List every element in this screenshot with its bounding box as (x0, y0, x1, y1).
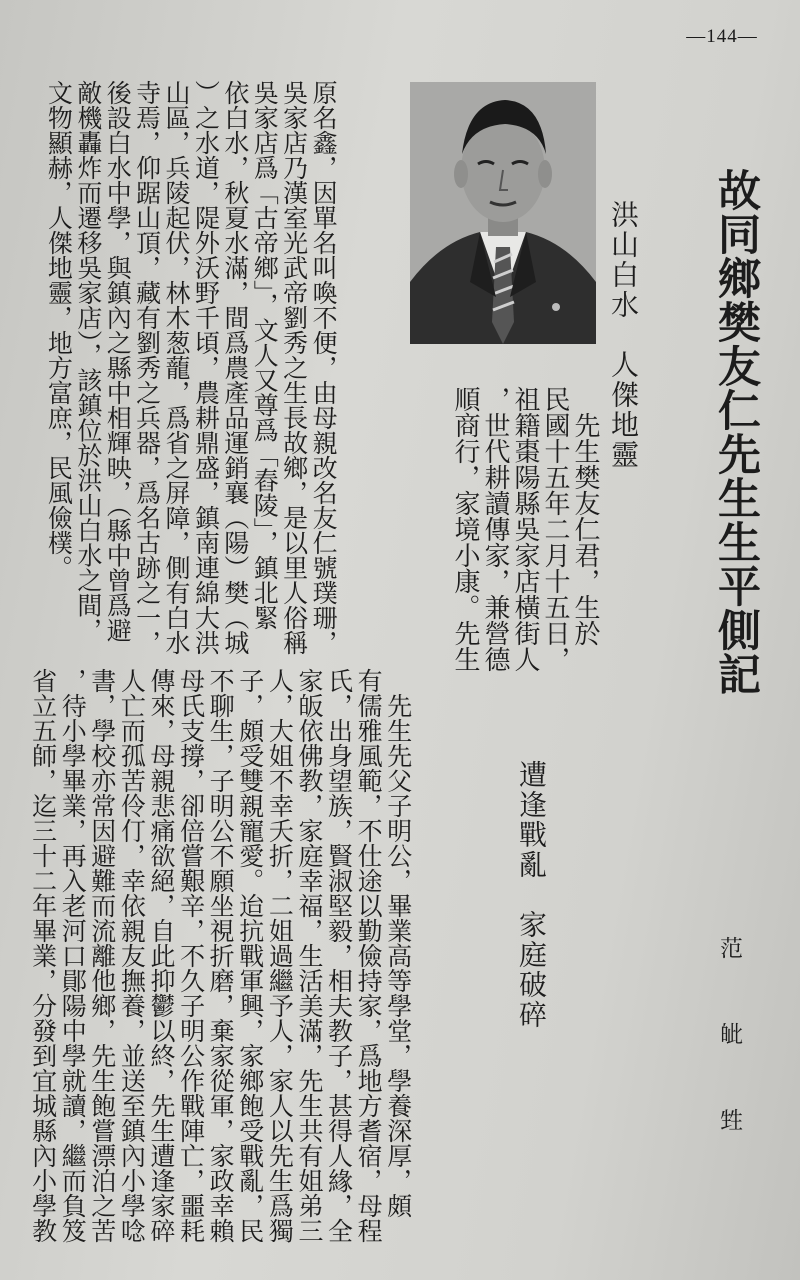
text-line: 吳家店爲「古帝鄉」，文人又尊爲「舂陵」，鎮北緊 (250, 80, 280, 630)
text-line: ）之水道，隄外沃野千頃，農耕鼎盛，鎮南連綿大洪 (191, 80, 221, 655)
text-line: 吳家店乃漢室光武帝劉秀之生長故鄉，是以里人俗稱 (279, 80, 309, 655)
text-line: 省立五師，迄三十二年畢業，分發到宜城縣內小學教 (28, 668, 58, 1243)
text-line: 順商行，家境小康。先生 (450, 386, 480, 672)
text-line: 先生先父子明公，畢業高等學堂，學養深厚，頗 (383, 668, 413, 1218)
page-number: —144— (686, 26, 758, 47)
text-line: 原名鑫，因單名叫喚不便，由母親改名友仁號璞珊， (309, 80, 339, 655)
text-line: 祖籍棗陽縣吳家店橫街人 (510, 386, 540, 672)
section-heading-2: 遭逢戰亂 家庭破碎 (515, 760, 548, 1030)
section1-paragraph (44, 80, 338, 700)
text-line: 人，大姐不幸夭折，二姐過繼予人，家人以先生爲獨 (265, 668, 295, 1243)
text-line: 敵機轟炸而遷移吳家店），該鎮位於洪山白水之間， (73, 80, 103, 643)
intro-paragraph (450, 386, 600, 686)
text-line: 傳來，母親悲痛欲絕，自此抑鬱以終，先生遭逢家碎 (146, 668, 176, 1243)
text-line: 不聊生，子明公不願坐視折磨，棄家從軍，家政幸賴 (206, 668, 236, 1243)
text-line: 書，學校亦常因避難而流離他鄉，先生飽嘗漂泊之苦 (87, 668, 117, 1243)
section-heading-1: 洪山白水 人傑地靈 (607, 200, 640, 470)
text-line: 氏，出身望族，賢淑堅毅，相夫教子，甚得人緣，全 (324, 668, 354, 1243)
text-line: ，待小學畢業，再入老河口鄖陽中學就讀，繼而負笈 (58, 668, 88, 1243)
section2-paragraph (28, 668, 413, 1268)
text-line: 山區，兵陵起伏，林木葱蘢，爲省之屏障，側有白水 (162, 80, 192, 655)
text-line: 文物顯赫，人傑地靈，地方富庶，民風儉樸。 (44, 80, 74, 580)
text-line: ，世代耕讀傳家，兼營德 (480, 386, 510, 672)
text-line: 子，頗受雙親寵愛。迨抗戰軍興，家鄉飽受戰亂，民 (235, 668, 265, 1243)
text-line: 先生樊友仁君，生於 (570, 386, 600, 646)
author-name: 范 皉 甡 (716, 936, 742, 1151)
text-line: 人亡而孤苦伶仃，幸依親友撫養，並送至鎮內小學唸 (117, 668, 147, 1243)
text-line: 依白水，秋夏水滿，間爲農產品運銷襄（陽）樊（城 (220, 80, 250, 655)
text-line: 民國十五年二月十五日， (540, 386, 570, 672)
text-line: 母氏支撐，卻倍嘗艱辛，不久子明公作戰陣亡，噩耗 (176, 668, 206, 1243)
text-line: 有儒雅風範，不仕途以勤儉持家，爲地方耆宿，母程 (354, 668, 384, 1243)
text-line: 家皈依佛教，家庭幸福，生活美滿，先生共有姐弟三 (294, 668, 324, 1243)
text-line: 後設白水中學，與鎮內之縣中相輝映，（縣中曾爲避 (103, 80, 133, 643)
text-line: 寺焉，仰踞山頂，藏有劉秀之兵器，爲名古跡之一， (132, 80, 162, 655)
article-title: 故同鄉樊友仁先生生平側記 (711, 168, 761, 696)
portrait-photo (410, 82, 596, 344)
